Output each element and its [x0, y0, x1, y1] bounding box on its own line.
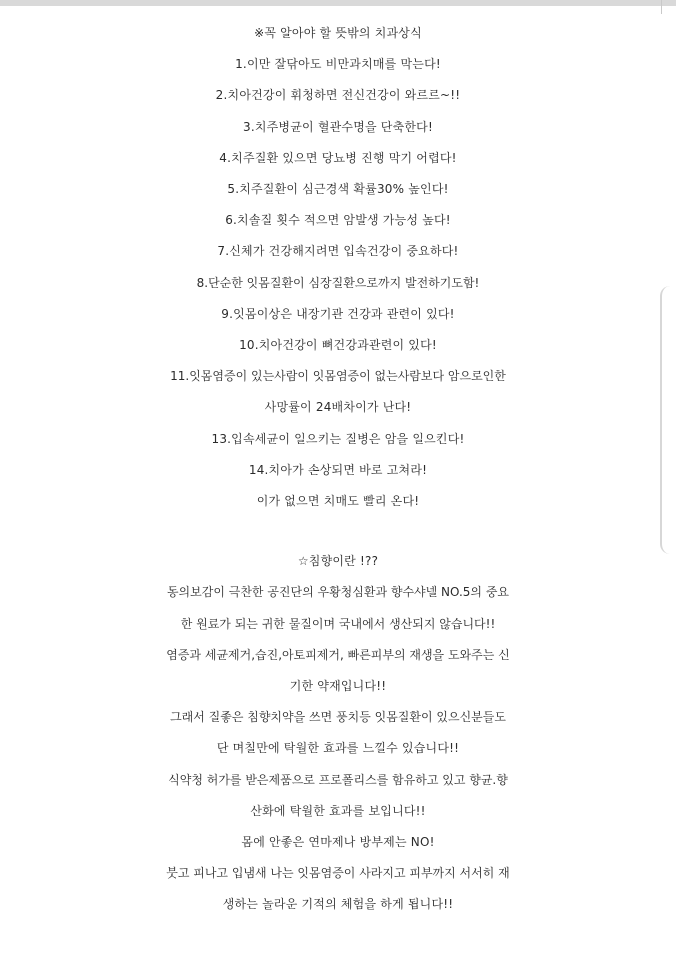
body-line: 염증과 세균제거,습진,아토피제거, 빠른피부의 재생을 도와주는 신	[166, 647, 510, 662]
tip-line: 1.이만 잘닦아도 비만과치매를 막는다!	[235, 57, 441, 72]
tip-line: 6.치솔질 횟수 적으면 암발생 가능성 높다!	[225, 213, 451, 228]
article-content	[0, 18, 676, 921]
tip-line: 사망률이 24배차이가 난다!	[264, 400, 412, 415]
corner-divider	[661, 0, 662, 14]
scroll-edge-curve	[660, 286, 676, 554]
body-line: 동의보감이 극찬한 공진단의 우황청심환과 향수샤넬 NO.5의 중요	[166, 585, 510, 600]
body-line: 기한 약재입니다!!	[289, 679, 387, 694]
tip-line: 3.치주병균이 혈관수명을 단축한다!	[243, 119, 433, 134]
tip-line: 2.치아건강이 휘청하면 전신건강이 와르르~!!	[215, 88, 461, 103]
section2-title: ☆침향이란 !??	[297, 554, 379, 569]
tip-line: 9.잇몸이상은 내장기관 건강과 관련이 있다!	[221, 306, 455, 321]
body-line: 생하는 놀라운 기적의 체험을 하게 됩니다!!	[222, 897, 454, 912]
scroll-edge-handle[interactable]	[658, 286, 676, 554]
tip-line: 이가 없으면 치매도 빨리 온다!	[256, 494, 420, 509]
tip-line: 10.치아건강이 뼈건강과관련이 있다!	[239, 338, 437, 353]
body-line: 붓고 피나고 입냄새 나는 잇몸염증이 사라지고 피부까지 서서히 재	[166, 866, 510, 881]
tip-line: 8.단순한 잇몸질환이 심장질환으로까지 발전하기도함!	[196, 275, 480, 290]
tip-line: 11.잇몸염증이 있는사람이 잇몸염증이 없는사람보다 암으로인한	[170, 369, 506, 384]
body-line: 식약청 허가를 받은제품으로 프로폴리스를 함유하고 있고 향균.향	[168, 772, 508, 787]
body-line: 몸에 안좋은 연마제나 방부제는 NO!	[241, 835, 435, 850]
tip-line: 14.치아가 손상되면 바로 고쳐라!	[248, 462, 428, 477]
body-line: 그래서 질좋은 침향치약을 쓰면 풍치등 잇몸질환이 있으신분들도	[170, 710, 506, 725]
body-line: 단 며칠만에 탁월한 효과를 느낄수 있습니다!!	[216, 741, 460, 756]
section-gap	[0, 517, 676, 546]
tip-line: 13.입속세균이 일으키는 질병은 암을 일으킨다!	[211, 431, 465, 446]
tip-line: 4.치주질환 있으면 당뇨병 진행 막기 어렵다!	[219, 150, 457, 165]
tip-line: 7.신체가 건강해지려면 입속건강이 중요하다!	[217, 244, 459, 259]
tip-line: 5.치주질환이 심근경색 확률30% 높인다!	[227, 182, 449, 197]
section1-title: ※꼭 알아야 할 뜻밖의 치과상식	[254, 26, 422, 40]
body-line: 한 원료가 되는 귀한 물질이며 국내에서 생산되지 않습니다!!	[180, 616, 496, 631]
body-line: 산화에 탁월한 효과를 보입니다!!	[250, 803, 426, 818]
top-divider	[0, 0, 676, 6]
